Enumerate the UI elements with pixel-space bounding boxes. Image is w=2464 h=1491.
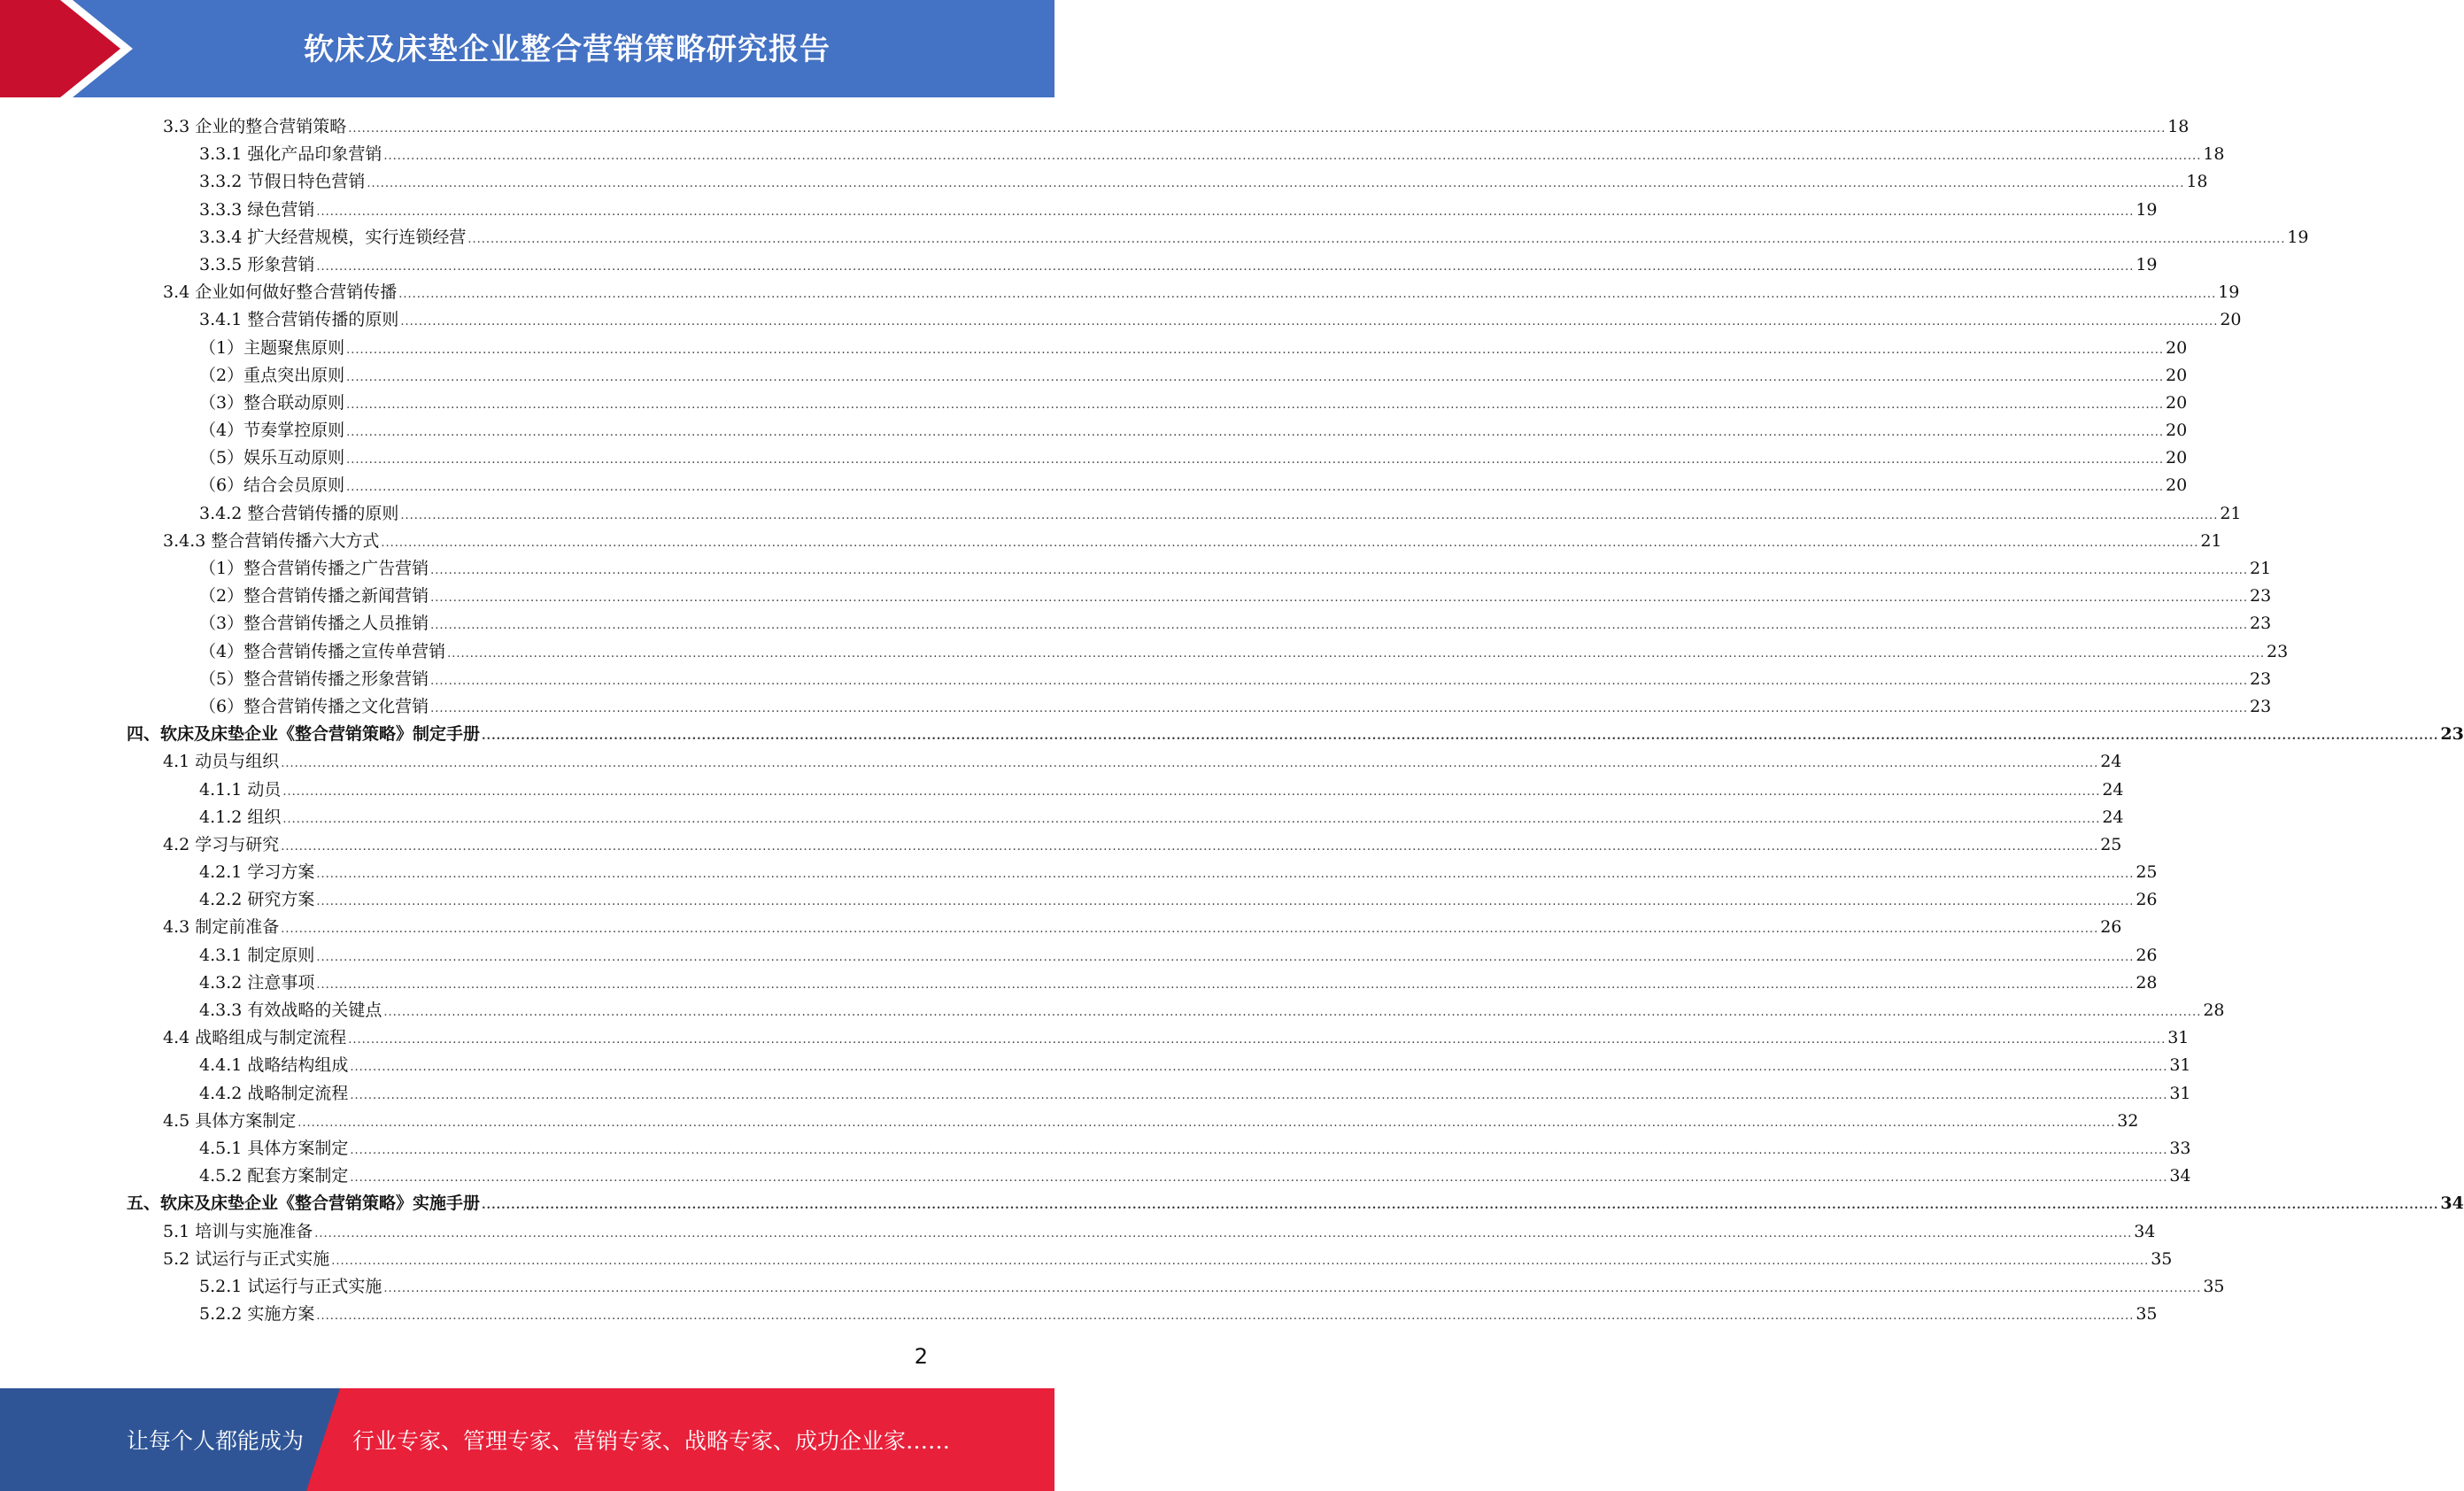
toc-dot-leader: ................................................................................................................................................................................................................................................................................................................................................................................................................	[398, 288, 2217, 302]
toc-entry-label: （3）整合联动原则	[199, 392, 345, 413]
toc-dot-leader: ................................................................................................................................................................................................................................................................................................................................................................................................................	[348, 1033, 2167, 1047]
toc-entry-page: 20	[2220, 310, 2242, 330]
toc-entry-label: （2）重点突出原则	[199, 365, 345, 385]
toc-entry-label: 4.2.1 学习方案	[199, 862, 315, 883]
toc-dot-leader: ................................................................................................................................................................................................................................................................................................................................................................................................................	[316, 950, 2135, 964]
toc-entry-label: 4.1.2 组织	[199, 807, 282, 827]
toc-entry-label: （1）整合营销传播之广告营销	[199, 559, 429, 578]
toc-entry[interactable]	[0, 335, 2188, 362]
toc-dot-leader: ................................................................................................................................................................................................................................................................................................................................................................................................................	[316, 205, 2135, 219]
toc-entry-page: 18	[2167, 117, 2190, 136]
toc-entry-page: 32	[2117, 1110, 2139, 1131]
toc-dot-leader: ................................................................................................................................................................................................................................................................................................................................................................................................................	[331, 1254, 2150, 1268]
toc-entry[interactable]	[0, 886, 2158, 914]
toc-dot-leader: ................................................................................................................................................................................................................................................................................................................................................................................................................	[346, 343, 2165, 357]
toc-entry-page: 24	[2100, 752, 2122, 772]
toc-entry-page: 35	[2203, 1276, 2225, 1296]
footer-slogan-right: 行业专家、管理专家、营销专家、战略专家、成功企业家……	[352, 1428, 951, 1454]
toc-entry[interactable]	[0, 390, 2188, 417]
footer-banner	[0, 1388, 1054, 1491]
toc-entry-page: 31	[2167, 1028, 2190, 1048]
toc-dot-leader: ................................................................................................................................................................................................................................................................................................................................................................................................................	[348, 122, 2167, 135]
toc-dot-leader: ................................................................................................................................................................................................................................................................................................................................................................................................................	[482, 730, 2439, 744]
toc-entry[interactable]	[0, 831, 2122, 859]
toc-entry-label: 4.3.2 注意事项	[199, 972, 315, 993]
toc-entry-page: 34	[2134, 1221, 2156, 1241]
toc-entry[interactable]	[0, 141, 2225, 168]
toc-dot-leader: ................................................................................................................................................................................................................................................................................................................................................................................................................	[381, 536, 2199, 550]
toc-entry[interactable]	[0, 528, 2222, 555]
toc-entry[interactable]	[0, 693, 2272, 721]
toc-entry[interactable]	[0, 306, 2242, 334]
toc-entry-page: 23	[2250, 586, 2272, 606]
toc-entry-label: （3）整合营销传播之人员推销	[199, 614, 429, 634]
toc-entry-page: 20	[2166, 365, 2188, 385]
page-number: 2	[914, 1344, 928, 1369]
toc-entry-label: （5）整合营销传播之形象营销	[199, 668, 429, 689]
toc-entry[interactable]	[0, 251, 2158, 279]
toc-entry-label: 4.4.1 战略结构组成	[199, 1055, 349, 1076]
toc-entry-page: 20	[2166, 392, 2188, 413]
toc-entry-page: 19	[2287, 227, 2309, 247]
toc-entry-page: 33	[2169, 1138, 2191, 1158]
toc-entry-label: 4.1.1 动员	[199, 779, 282, 800]
toc-dot-leader: ................................................................................................................................................................................................................................................................................................................................................................................................................	[281, 923, 2099, 937]
toc-entry-label: 4.5.1 具体方案制定	[199, 1138, 349, 1158]
toc-dot-leader: ................................................................................................................................................................................................................................................................................................................................................................................................................	[400, 315, 2219, 329]
toc-entry-label: 3.3.4 扩大经营规模，实行连锁经营	[199, 227, 467, 247]
toc-entry[interactable]	[0, 500, 2242, 528]
toc-entry[interactable]	[0, 417, 2188, 444]
toc-dot-leader: ................................................................................................................................................................................................................................................................................................................................................................................................................	[316, 1309, 2135, 1324]
toc-entry-page: 26	[2136, 890, 2158, 910]
header-banner	[0, 0, 1054, 97]
toc-entry-label: 3.3.3 绿色营销	[199, 199, 315, 220]
toc-dot-leader: ................................................................................................................................................................................................................................................................................................................................................................................................................	[346, 398, 2165, 412]
toc-entry-label: 四、软床及床垫企业《整合营销策略》制定手册	[127, 724, 481, 745]
toc-entry-page: 19	[2218, 282, 2240, 303]
toc-entry-page: 23	[2250, 696, 2272, 716]
toc-dot-leader: ................................................................................................................................................................................................................................................................................................................................................................................................................	[316, 868, 2135, 882]
toc-entry-page: 28	[2203, 1000, 2225, 1020]
toc-entry[interactable]	[0, 859, 2158, 886]
toc-entry[interactable]	[0, 1052, 2191, 1079]
toc-dot-leader: ................................................................................................................................................................................................................................................................................................................................................................................................................	[281, 839, 2099, 854]
toc-entry-page: 20	[2166, 448, 2188, 468]
toc-entry[interactable]	[0, 1273, 2225, 1301]
toc-entry-label: 3.3.1 强化产品印象营销	[199, 144, 382, 165]
toc-entry-label: 5.2.1 试运行与正式实施	[199, 1276, 382, 1296]
toc-entry-label: 3.3 企业的整合营销策略	[163, 117, 347, 136]
toc-entry-label: 3.3.2 节假日特色营销	[199, 172, 366, 192]
toc-entry-page: 34	[2169, 1166, 2191, 1186]
toc-entry-label: 4.2.2 研究方案	[199, 890, 315, 910]
toc-entry-label: 4.2 学习与研究	[163, 834, 280, 854]
toc-dot-leader: ................................................................................................................................................................................................................................................................................................................................................................................................................	[281, 757, 2099, 771]
toc-entry[interactable]	[0, 1190, 2464, 1217]
toc-entry-page: 20	[2166, 337, 2188, 358]
toc-entry-page: 21	[2220, 503, 2242, 523]
toc-entry-page: 26	[2100, 917, 2122, 938]
toc-entry-page: 31	[2169, 1083, 2191, 1103]
toc-entry-label: 4.1 动员与组织	[163, 752, 280, 772]
toc-entry[interactable]	[0, 997, 2225, 1024]
toc-entry-label: 4.4.2 战略制定流程	[199, 1083, 349, 1103]
toc-entry-label: （6）整合营销传播之文化营销	[199, 696, 429, 716]
toc-entry-page: 28	[2136, 972, 2158, 993]
toc-entry-page: 21	[2200, 530, 2222, 551]
toc-entry[interactable]	[0, 113, 2190, 141]
red-chevron-icon	[0, 0, 133, 97]
toc-entry-page: 19	[2136, 254, 2158, 274]
toc-entry-label: 3.4.2 整合营销传播的原则	[199, 503, 399, 523]
toc-dot-leader: ................................................................................................................................................................................................................................................................................................................................................................................................................	[350, 1088, 2168, 1102]
toc-entry[interactable]	[0, 279, 2240, 306]
toc-entry[interactable]	[0, 638, 2289, 666]
toc-entry-page: 18	[2203, 144, 2225, 165]
document-title: 软床及床垫企业整合营销策略研究报告	[304, 32, 830, 67]
toc-entry-label: 3.3.5 形象营销	[199, 254, 315, 274]
toc-entry[interactable]	[0, 224, 2309, 251]
toc-dot-leader: ................................................................................................................................................................................................................................................................................................................................................................................................................	[350, 1061, 2168, 1075]
toc-entry-label: （4）整合营销传播之宣传单营销	[199, 641, 446, 661]
toc-dot-leader: ................................................................................................................................................................................................................................................................................................................................................................................................................	[350, 1143, 2168, 1157]
toc-dot-leader: ................................................................................................................................................................................................................................................................................................................................................................................................................	[316, 895, 2135, 909]
toc-dot-leader: ................................................................................................................................................................................................................................................................................................................................................................................................................	[282, 784, 2101, 799]
toc-dot-leader: ................................................................................................................................................................................................................................................................................................................................................................................................................	[346, 426, 2165, 440]
toc-entry-page: 35	[2151, 1248, 2173, 1269]
toc-dot-leader: ................................................................................................................................................................................................................................................................................................................................................................................................................	[316, 977, 2135, 992]
toc-entry[interactable]	[0, 970, 2158, 997]
toc-dot-leader: ................................................................................................................................................................................................................................................................................................................................................................................................................	[314, 1226, 2133, 1240]
toc-entry[interactable]	[0, 362, 2188, 390]
toc-entry-page: 23	[2250, 614, 2272, 634]
table-of-contents	[0, 113, 2464, 1328]
toc-entry[interactable]	[0, 444, 2188, 472]
toc-entry[interactable]	[0, 721, 2464, 748]
toc-entry-label: 五、软床及床垫企业《整合营销策略》实施手册	[127, 1194, 481, 1214]
toc-dot-leader: ................................................................................................................................................................................................................................................................................................................................................................................................................	[383, 150, 2202, 164]
toc-entry[interactable]	[0, 804, 2124, 831]
toc-entry[interactable]	[0, 942, 2158, 970]
footer-slogan-left: 让每个人都能成为	[127, 1428, 305, 1454]
toc-entry-page: 23	[2440, 724, 2464, 745]
toc-entry[interactable]	[0, 776, 2124, 804]
toc-dot-leader: ................................................................................................................................................................................................................................................................................................................................................................................................................	[367, 177, 2185, 191]
toc-entry-page: 21	[2250, 559, 2272, 578]
toc-dot-leader: ................................................................................................................................................................................................................................................................................................................................................................................................................	[430, 591, 2249, 606]
toc-entry-page: 20	[2166, 475, 2188, 496]
toc-entry-page: 31	[2169, 1055, 2191, 1076]
toc-dot-leader: ................................................................................................................................................................................................................................................................................................................................................................................................................	[447, 646, 2266, 661]
toc-entry[interactable]	[0, 168, 2208, 196]
toc-entry-page: 20	[2166, 421, 2188, 441]
toc-entry-label: （5）娱乐互动原则	[199, 448, 345, 468]
toc-dot-leader: ................................................................................................................................................................................................................................................................................................................................................................................................................	[316, 259, 2135, 274]
toc-dot-leader: ................................................................................................................................................................................................................................................................................................................................................................................................................	[346, 370, 2165, 384]
toc-entry-label: 4.5 具体方案制定	[163, 1110, 297, 1131]
toc-entry-label: 4.3.1 制定原则	[199, 945, 315, 965]
toc-entry[interactable]	[0, 666, 2272, 693]
toc-entry[interactable]	[0, 1135, 2191, 1163]
toc-dot-leader: ................................................................................................................................................................................................................................................................................................................................................................................................................	[400, 508, 2219, 522]
toc-dot-leader: ................................................................................................................................................................................................................................................................................................................................................................................................................	[346, 481, 2165, 495]
toc-entry[interactable]	[0, 1163, 2191, 1190]
toc-dot-leader: ................................................................................................................................................................................................................................................................................................................................................................................................................	[297, 1116, 2116, 1130]
toc-entry-page: 24	[2102, 779, 2124, 800]
toc-entry-page: 34	[2440, 1194, 2464, 1214]
toc-entry[interactable]	[0, 1218, 2156, 1246]
toc-dot-leader: ................................................................................................................................................................................................................................................................................................................................................................................................................	[282, 812, 2101, 826]
toc-entry-label: 3.4.1 整合营销传播的原则	[199, 310, 399, 330]
toc-dot-leader: ................................................................................................................................................................................................................................................................................................................................................................................................................	[346, 453, 2165, 467]
toc-entry-label: 5.1 培训与实施准备	[163, 1221, 313, 1241]
toc-entry[interactable]	[0, 472, 2188, 499]
toc-dot-leader: ................................................................................................................................................................................................................................................................................................................................................................................................................	[430, 674, 2249, 688]
toc-entry-label: 5.2 试运行与正式实施	[163, 1248, 330, 1269]
toc-entry-label: （2）整合营销传播之新闻营销	[199, 586, 429, 606]
toc-entry[interactable]	[0, 748, 2122, 776]
toc-entry-page: 26	[2136, 945, 2158, 965]
toc-dot-leader: ................................................................................................................................................................................................................................................................................................................................................................................................................	[383, 1006, 2202, 1019]
toc-entry-page: 23	[2250, 668, 2272, 689]
toc-entry-label: 3.4.3 整合营销传播六大方式	[163, 530, 380, 551]
toc-entry[interactable]	[0, 1246, 2173, 1273]
toc-dot-leader: ................................................................................................................................................................................................................................................................................................................................................................................................................	[350, 1171, 2168, 1186]
toc-entry-label: 4.4 战略组成与制定流程	[163, 1028, 347, 1048]
toc-dot-leader: ................................................................................................................................................................................................................................................................................................................................................................................................................	[383, 1281, 2202, 1295]
toc-entry-label: 4.3.3 有效战略的关键点	[199, 1000, 382, 1020]
toc-entry-page: 18	[2186, 172, 2208, 192]
toc-entry[interactable]	[0, 1024, 2190, 1052]
toc-entry[interactable]	[0, 197, 2158, 224]
toc-entry-page: 23	[2267, 641, 2289, 661]
toc-entry-label: 4.5.2 配套方案制定	[199, 1166, 349, 1186]
toc-dot-leader: ................................................................................................................................................................................................................................................................................................................................................................................................................	[430, 564, 2249, 577]
toc-entry[interactable]	[0, 1301, 2158, 1328]
toc-entry-page: 25	[2100, 834, 2122, 854]
toc-entry-label: 4.3 制定前准备	[163, 917, 280, 938]
toc-entry-page: 19	[2136, 199, 2158, 220]
toc-entry-page: 35	[2136, 1304, 2158, 1325]
toc-entry[interactable]	[0, 1108, 2139, 1135]
toc-entry-label: （4）节奏掌控原则	[199, 421, 345, 441]
toc-entry-label: 3.4 企业如何做好整合营销传播	[163, 282, 398, 303]
toc-dot-leader: ................................................................................................................................................................................................................................................................................................................................................................................................................	[430, 619, 2249, 633]
toc-entry[interactable]	[0, 914, 2122, 941]
toc-dot-leader: ................................................................................................................................................................................................................................................................................................................................................................................................................	[467, 232, 2286, 246]
toc-entry-label: 5.2.2 实施方案	[199, 1304, 315, 1325]
toc-entry[interactable]	[0, 610, 2272, 637]
toc-entry[interactable]	[0, 1080, 2191, 1108]
toc-entry[interactable]	[0, 555, 2272, 583]
toc-entry-page: 25	[2136, 862, 2158, 883]
toc-entry-page: 24	[2102, 807, 2124, 827]
toc-entry-label: （6）结合会员原则	[199, 475, 345, 496]
toc-dot-leader: ................................................................................................................................................................................................................................................................................................................................................................................................................	[430, 701, 2249, 715]
toc-entry-label: （1）主题聚焦原则	[199, 337, 345, 358]
toc-dot-leader: ................................................................................................................................................................................................................................................................................................................................................................................................................	[482, 1199, 2439, 1213]
toc-entry[interactable]	[0, 583, 2272, 610]
